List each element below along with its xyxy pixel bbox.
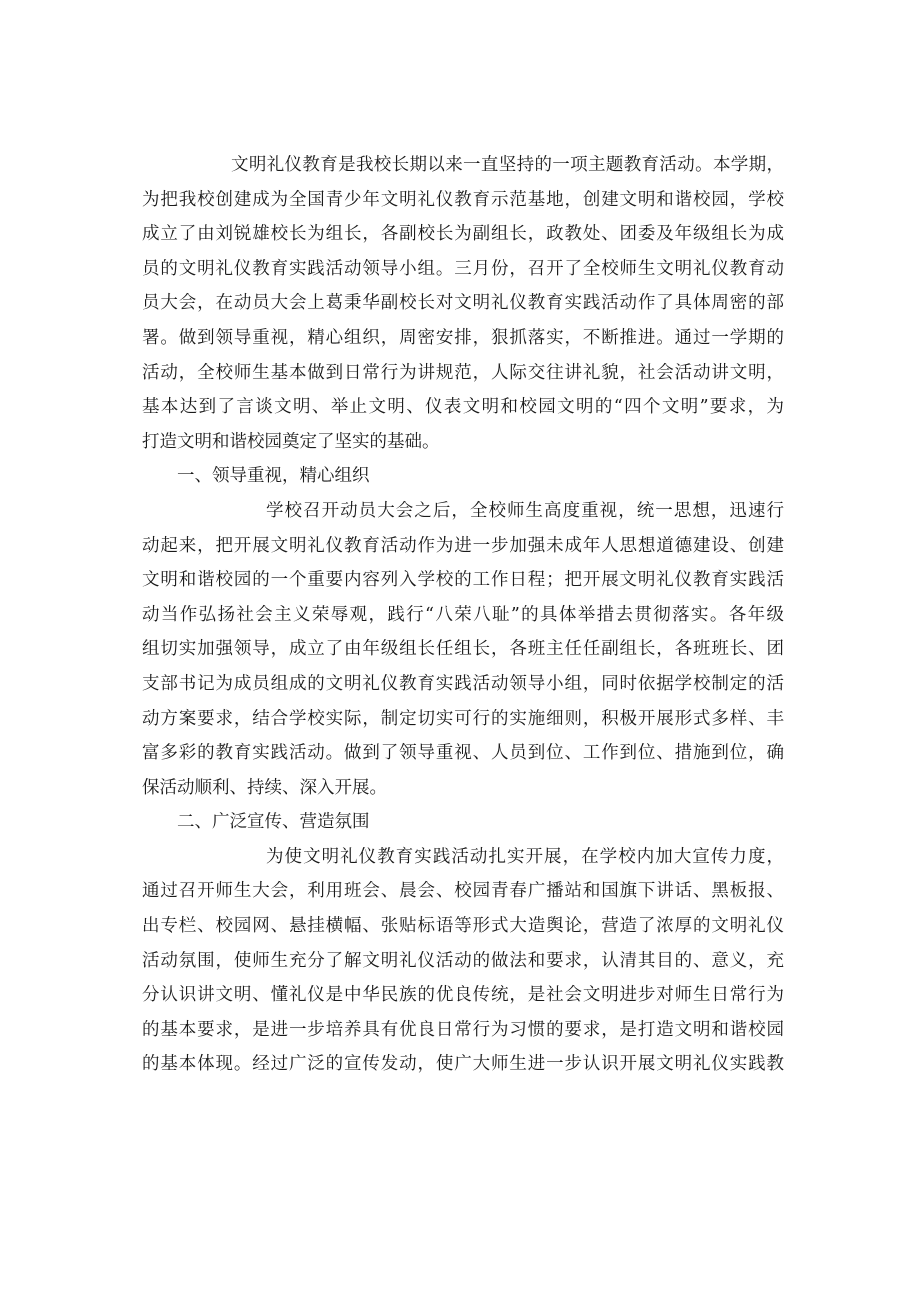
text-line: 的基本要求，是进一步培养具有优良日常行为习惯的要求，是打造文明和谐校园 [142,1019,784,1040]
text-line: 为使文明礼仪教育实践活动扎实开展，在学校内加大宣传力度， [266,846,784,867]
text-line: 活动氛围，使师生充分了解文明礼仪活动的做法和要求，认清其目的、意义，充 [142,950,784,971]
text-line: 员大会，在动员大会上葛秉华副校长对文明礼仪教育实践活动作了具体周密的部 [142,293,784,314]
text-line: 打造文明和谐校园奠定了坚实的基础。 [142,431,440,452]
text-line: 署。做到领导重视，精心组织，周密安排，狠抓落实，不断推进。通过一学期的 [142,327,784,348]
document-page [142,148,784,1082]
paragraph-section-1 [142,494,784,805]
text-line: 动当作弘扬社会主义荣辱观，践行“八荣八耻”的具体举措去贯彻落实。各年级 [142,604,784,625]
text-line: 出专栏、校园网、悬挂横幅、张贴标语等形式大造舆论，营造了浓厚的文明礼仪 [142,916,784,937]
text-line: 基本达到了言谈文明、举止文明、仪表文明和校园文明的“四个文明”要求，为 [142,397,784,418]
text-line: 活动，全校师生基本做到日常行为讲规范，人际交往讲礼貌，社会活动讲文明， [142,362,784,383]
text-line: 分认识讲文明、懂礼仪是中华民族的优良传统，是社会文明进步对师生日常行为 [142,985,784,1006]
section-heading-2: 二、广泛宣传、营造氛围 [177,812,370,833]
text-line: 的基本体现。经过广泛的宣传发动，使广大师生进一步认识开展文明礼仪实践教 [142,1054,784,1075]
paragraph-section-2 [142,840,784,1082]
paragraph-intro [142,148,784,459]
text-line: 动起来，把开展文明礼仪教育活动作为进一步加强未成年人思想道德建设、创建 [142,535,784,556]
text-line: 支部书记为成员组成的文明礼仪教育实践活动领导小组，同时依据学校制定的活 [142,673,784,694]
text-line: 保活动顺利、持续、深入开展。 [142,777,387,798]
text-line: 组切实加强领导，成立了由年级组长任组长，各班主任任副组长，各班班长、团 [142,639,784,660]
text-line: 文明礼仪教育是我校长期以来一直坚持的一项主题教育活动。本学期， [231,155,784,175]
text-line: 成立了由刘锐雄校长为组长，各副校长为副组长，政教处、团委及年级组长为成 [142,224,784,245]
text-line: 学校召开动员大会之后，全校师生高度重视，统一思想，迅速行 [266,500,784,521]
text-line: 动方案要求，结合学校实际，制定切实可行的实施细则，积极开展形式多样、丰 [142,708,784,729]
text-line: 通过召开师生大会，利用班会、晨会、校园青春广播站和国旗下讲话、黑板报、 [142,881,784,902]
text-line: 员的文明礼仪教育实践活动领导小组。三月份，召开了全校师生文明礼仪教育动 [142,258,784,279]
text-line: 文明和谐校园的一个重要内容列入学校的工作日程；把开展文明礼仪教育实践活 [142,570,784,591]
section-heading-1: 一、领导重视，精心组织 [177,466,370,487]
text-line: 为把我校创建成为全国青少年文明礼仪教育示范基地，创建文明和谐校园，学校 [142,189,784,210]
text-line: 富多彩的教育实践活动。做到了领导重视、人员到位、工作到位、措施到位，确 [142,743,784,764]
